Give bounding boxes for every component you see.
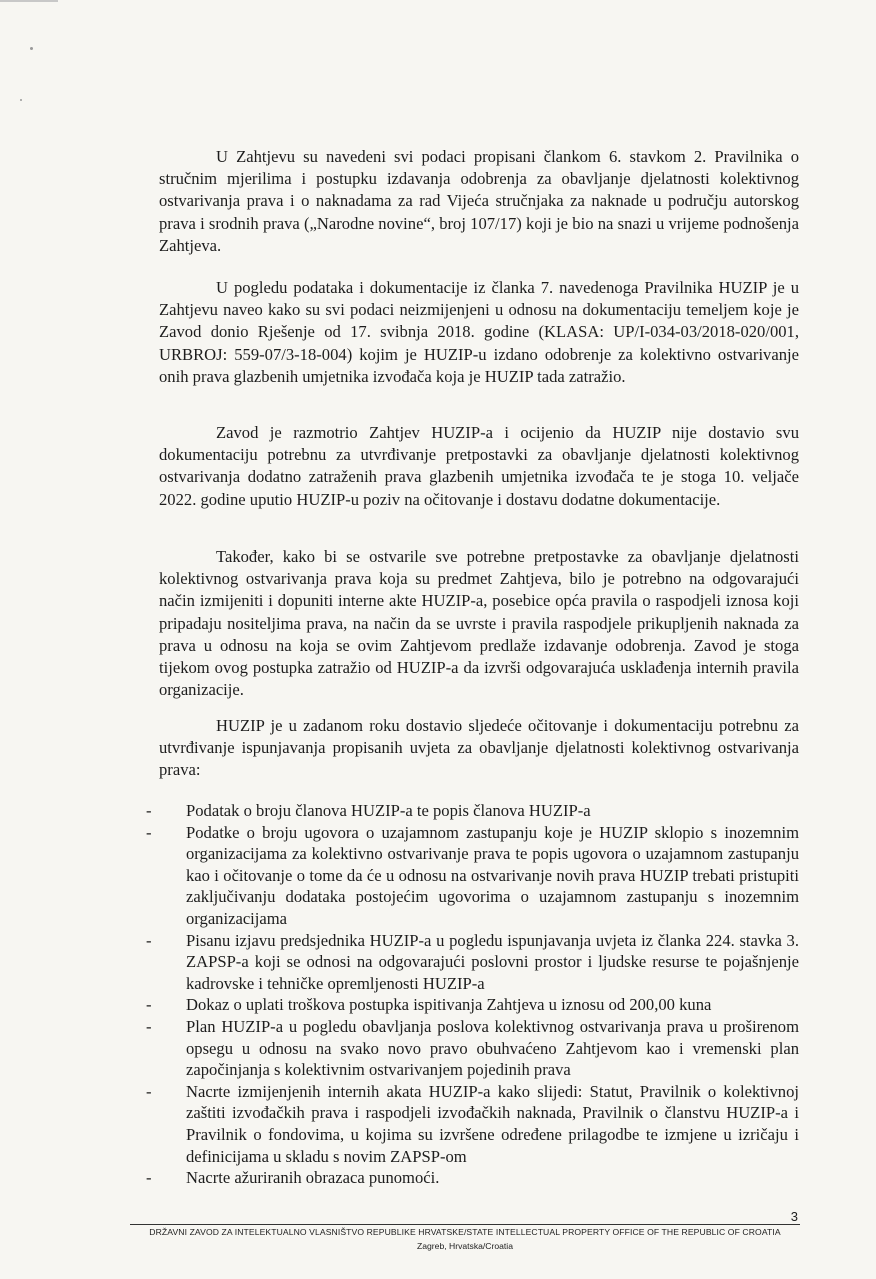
list-item-text: Nacrte ažuriranih obrazaca punomoći.	[186, 1168, 440, 1188]
paragraph-text: U Zahtjevu su navedeni svi podaci propisani člankom 6. stavkom 2. Pravilnika o stručnim mjerilima i postupku izdavanja odobrenja za obavljanje djelatnosti kolektivnog ostvarivanja prava i o naknadama za rad Vijeća stručnjaka za naknade u području autorskog prava i srodnih prava („Narodne novine“, broj 107/17) koji je bio na snazi u vrijeme podnošenja Zahtjeva.	[159, 147, 799, 255]
bullet-dash: -	[146, 822, 152, 842]
paragraph-4	[159, 546, 799, 701]
bullet-dash: -	[146, 801, 152, 820]
paragraph-text: U pogledu podataka i dokumentacije iz članka 7. navedenoga Pravilnika HUZIP je u Zahtjevu naveo kako su svi podaci neizmijenjeni u odnosu na dokumentaciju temeljem koje je Zavod donio Rješenje od 17. svibnja 2018. godine (KLASA: UP/I-034-03/2018-020/001, URBROJ: 559-07/3-18-004) kojim je HUZIP-u izdano odobrenje za kolektivno ostvarivanje onih prava glazbenih umjetnika izvođača koja je HUZIP tada zatražio.	[159, 278, 799, 386]
list-item	[146, 930, 799, 995]
scan-dot	[20, 99, 22, 101]
paragraph-text: Zavod je razmotrio Zahtjev HUZIP-a i ocijenio da HUZIP nije dostavio svu dokumentaciju potrebnu za utvrđivanje pretpostavki za obavljanje djelatnosti kolektivnog ostvarivanja dodatno zatraženih prava glazbenih umjetnika izvođača te je stoga 10. veljače 2022. godine uputio HUZIP-u poziv na očitovanje i dostavu dodatne dokumentacije.	[159, 423, 799, 509]
paragraph-2	[159, 277, 799, 388]
list-item-text: Pisanu izjavu predsjednika HUZIP-a u pogledu ispunjavanja uvjeta iz članka 224. stavka 3. ZAPSP-a koji se odnosi na odgovarajući poslovni prostor i ljudske resurse te pojašnjenje kadrovske i tehničke opremljenosti HUZIP-a	[186, 930, 799, 993]
bullet-dash: -	[146, 1081, 152, 1101]
list-item	[146, 1167, 799, 1189]
list-item	[146, 800, 799, 822]
footer-city: Zagreb, Hrvatska/Croatia	[417, 1241, 513, 1251]
list-item-text: Nacrte izmijenjenih internih akata HUZIP-a kako slijedi: Statut, Pravilnik o kolektivnoj zaštiti izvođačkih prava i raspodjeli izvođačkih naknada, Pravilnik o članstvu HUZIP-a i Pravilnik o fondovima, u kojima su izvršene određene prilagodbe te izmjene u izričaju i definicijama u skladu s novim ZAPSP-om	[186, 1081, 799, 1166]
paragraph-5	[159, 715, 799, 782]
list-item-text: Plan HUZIP-a u pogledu obavljanja poslova kolektivnog ostvarivanja prava u proširenom opsegu u odnosu na svako novo pravo obuhvaćeno Zahtjevom kao i vremenski plan započinjanja s kolektivnim ostvarivanjem pojedinih prava	[186, 1016, 799, 1080]
list-item-text: Dokaz o uplati troškova postupka ispitivanja Zahtjeva u iznosu od 200,00 kuna	[186, 995, 712, 1015]
bullet-dash: -	[146, 930, 152, 950]
bullet-dash: -	[146, 1168, 152, 1188]
bullet-dash: -	[146, 1016, 152, 1036]
bullet-dash: -	[146, 995, 152, 1015]
scan-dot	[30, 47, 33, 50]
footer-institution: DRŽAVNI ZAVOD ZA INTELEKTUALNO VLASNIŠTVO REPUBLIKE HRVATSKE/STATE INTELLECTUAL PROPERTY OFFICE OF THE REPUBLIC OF CROATIA	[149, 1227, 781, 1237]
list-item-text: Podatak o broju članova HUZIP-a te popis članova HUZIP-a	[186, 801, 591, 820]
list-item	[146, 1081, 799, 1167]
footer-divider	[130, 1224, 800, 1225]
list-item	[146, 1016, 799, 1081]
paragraph-text: HUZIP je u zadanom roku dostavio sljedeće očitovanje i dokumentaciju potrebnu za utvrđivanje ispunjavanja propisanih uvjeta za obavljanje djelatnosti kolektivnog ostvarivanja prava:	[159, 716, 799, 780]
submitted-documents-list	[146, 800, 799, 1189]
paragraph-text: Također, kako bi se ostvarile sve potrebne pretpostavke za obavljanje djelatnosti kolektivnog ostvarivanja prava koja su predmet Zahtjeva, bilo je potrebno na odgovarajući način izmijeniti i dopuniti interne akte HUZIP-a, posebice opća pravila o raspodjeli iznosa koji pripadaju nositeljima prava, na način da se uvrste i pravila raspodjele prikupljenih naknada za prava u odnosu na koja se ovim Zahtjevom predlaže izdavanje odobrenja. Zavod je stoga tijekom ovog postupka zatražio od HUZIP-a da izvrši odgovarajuća usklađenja internih pravila organizacije.	[159, 547, 799, 700]
list-item-text: Podatke o broju ugovora o uzajamnom zastupanju koje je HUZIP sklopio s inozemnim organizacijama za kolektivno ostvarivanje prava te popis ugovora o uzajamnom zastupanju kao i očitovanje o tome da će u odnosu na ostvarivanje novih prava HUZIP trebati pristupiti zaključivanju dodataka postojećim ugovorima o uzajamnom zastupanju s inozemnim organizacijama	[186, 822, 799, 928]
paragraph-1	[159, 146, 799, 257]
scan-edge-mark	[0, 0, 58, 2]
paragraph-3	[159, 422, 799, 511]
page-number: 3	[790, 1209, 798, 1224]
list-item	[146, 994, 799, 1016]
list-item	[146, 822, 799, 930]
